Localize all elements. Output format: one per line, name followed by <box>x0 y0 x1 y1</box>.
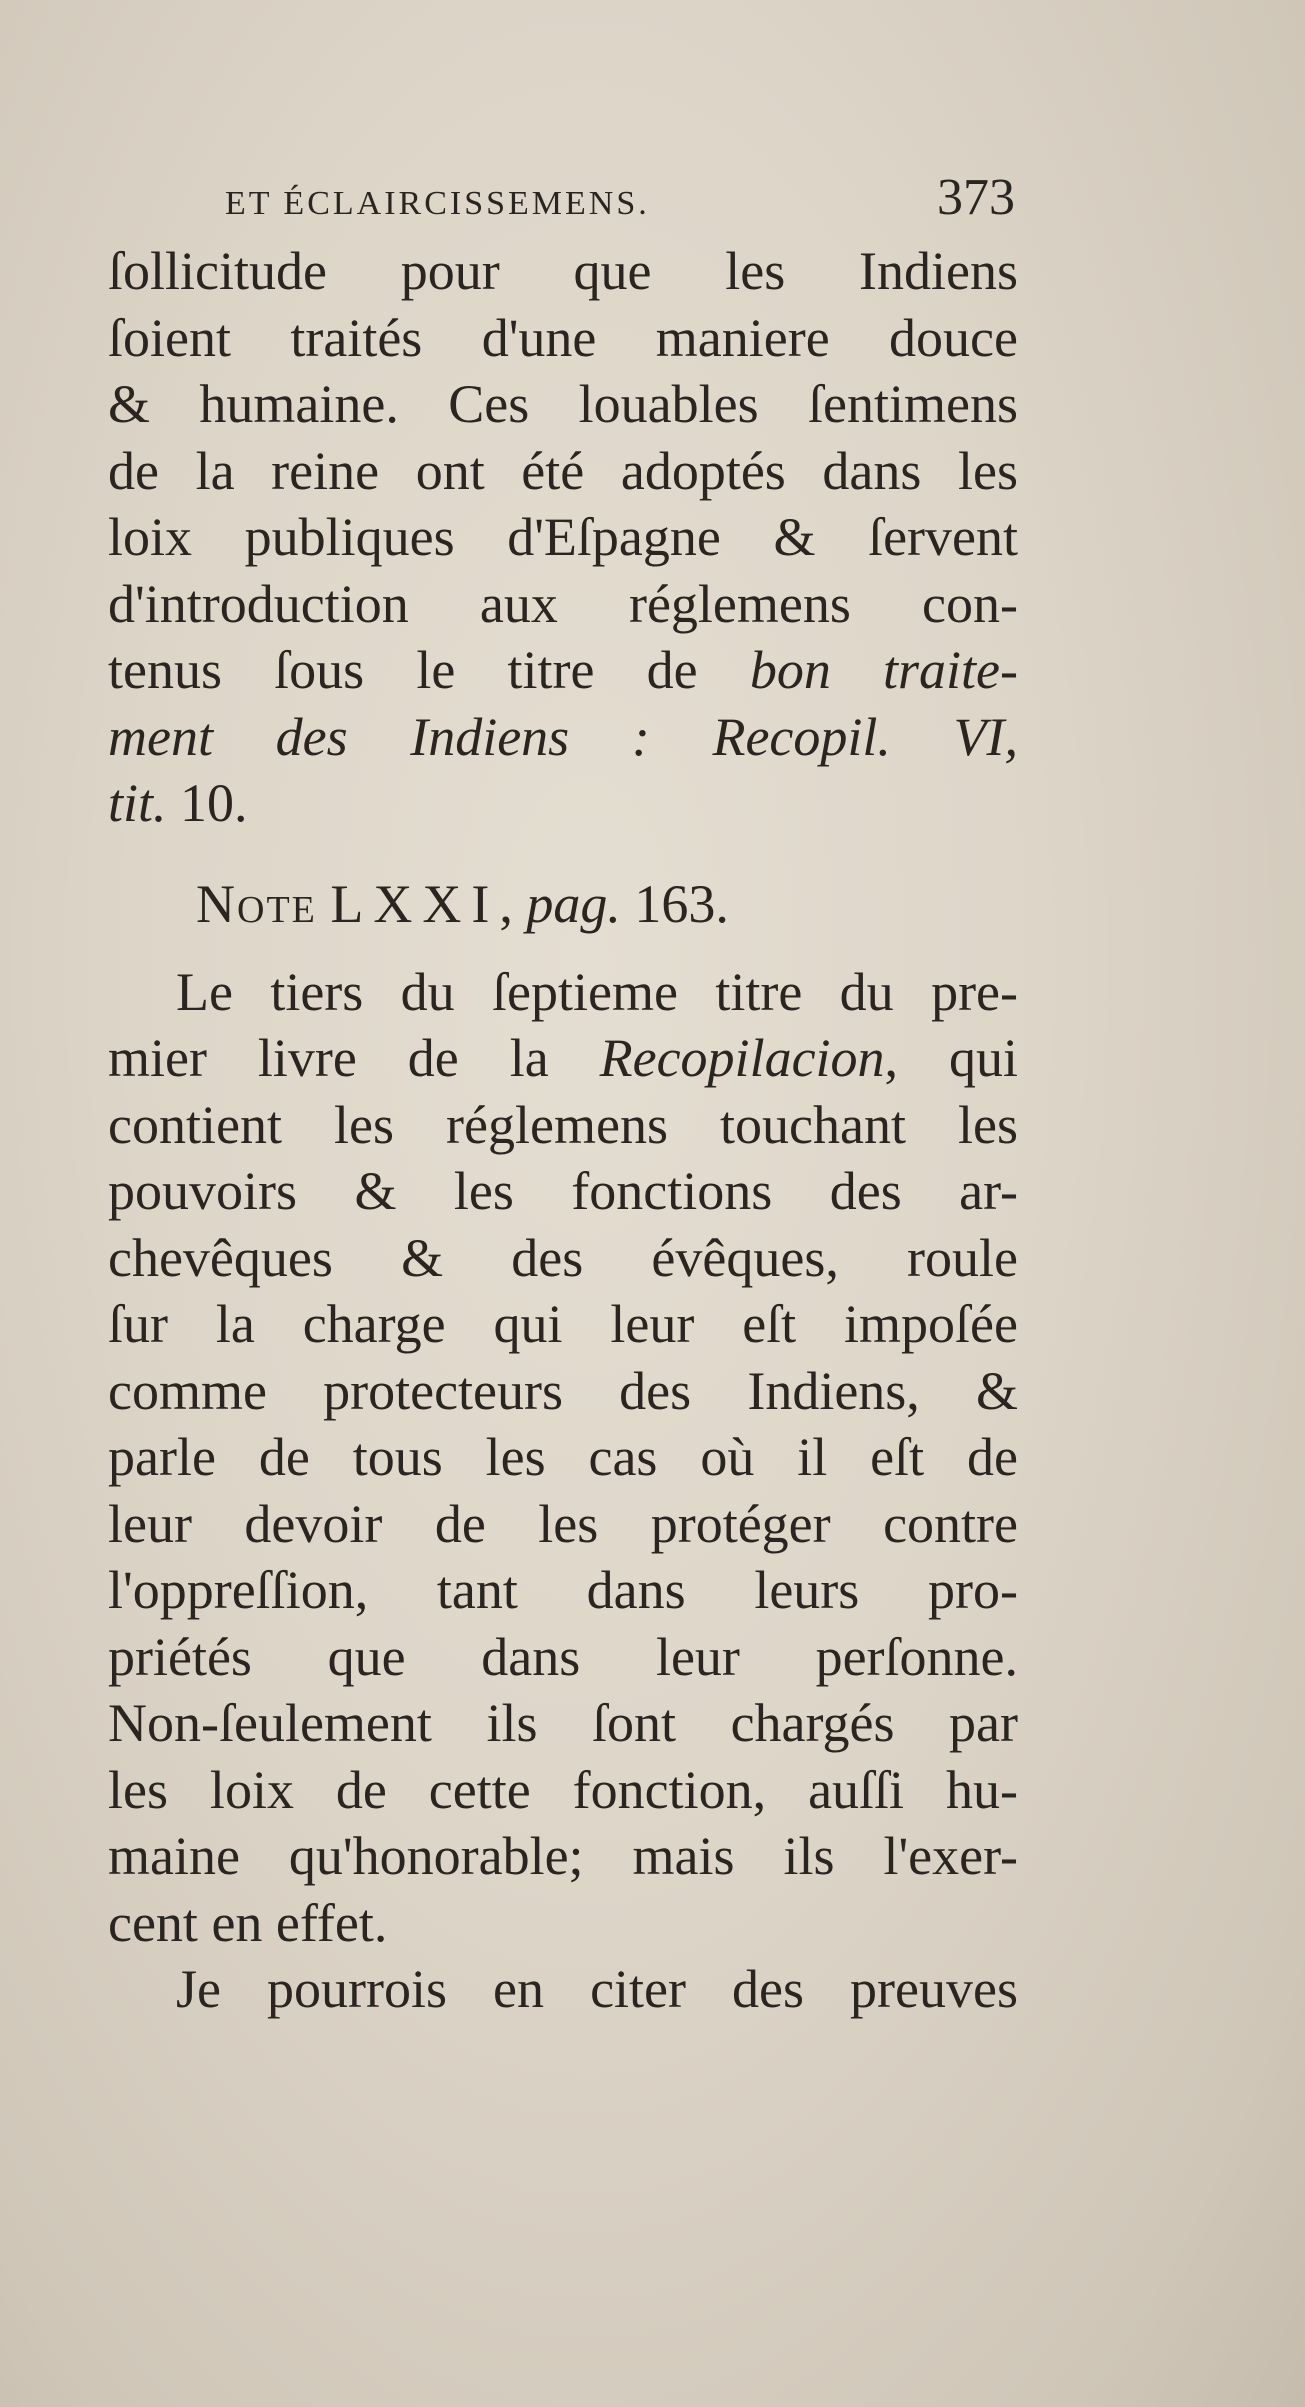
text-line: Le tiers du ſeptieme titre du pre- <box>176 961 1018 1022</box>
running-title: ET ÉCLAIRCISSEMENS. <box>225 185 650 222</box>
text-line: pouvoirs & les fonctions des ar- <box>108 1161 1018 1221</box>
text-line: de la reine ont été adoptés dans les <box>108 440 1018 501</box>
text-line: les loix de cette fonction, auſſi hu- <box>108 1759 1018 1820</box>
text-line: cent en effet. <box>108 1892 388 1953</box>
body-text <box>108 238 1018 2023</box>
text-line: ment des Indiens : Recopil. VI, <box>108 706 1018 767</box>
text-line <box>108 770 1018 837</box>
note-separator: , <box>499 873 527 934</box>
text-segment: 10. <box>166 773 248 833</box>
text-line: l'oppreſſion, tant dans leurs pro- <box>108 1560 1018 1620</box>
running-head <box>225 168 1015 228</box>
note-label: Note <box>196 873 317 934</box>
text-line: d'introduction aux réglemens con- <box>108 573 1018 634</box>
text-line: Je pourrois en citer des preuves <box>176 1959 1018 2019</box>
note-page-number: 163. <box>620 873 729 934</box>
paragraph-3 <box>108 1956 1018 2023</box>
text-line: leur devoir de les protéger contre <box>108 1493 1018 1554</box>
text-line: Non-ſeulement ils ſont chargés par <box>108 1693 1018 1753</box>
italic-segment: Recopilacion <box>599 1028 885 1088</box>
page-number: 373 <box>937 169 1015 226</box>
text-line <box>108 1025 1018 1092</box>
italic-segment: bon traite- <box>749 640 1018 700</box>
text-line: & humaine. Ces louables ſentimens <box>108 374 1018 434</box>
text-line: ſoient traités d'une maniere douce <box>108 307 1018 368</box>
text-line: parle de tous les cas où il eſt de <box>108 1427 1018 1487</box>
text-line: comme protecteurs des Indiens, & <box>108 1360 1018 1421</box>
text-line <box>108 637 1018 704</box>
text-segment: , qui <box>884 1028 1018 1088</box>
italic-segment: tit. <box>108 773 167 833</box>
note-numeral: LXXI <box>330 873 500 934</box>
text-segment: tenus ſous le titre de <box>108 640 750 700</box>
note-page-abbrev: pag. <box>526 873 621 934</box>
text-line: priétés que dans leur perſonne. <box>108 1626 1018 1687</box>
text-line: chevêques & des évêques, roule <box>108 1227 1018 1288</box>
text-line: contient les réglemens touchant les <box>108 1094 1018 1155</box>
text-line: ſollicitude pour que les Indiens <box>108 241 1018 301</box>
text-line: ſur la charge qui leur eſt impoſée <box>108 1294 1018 1354</box>
text-line: maine qu'honorable; mais ils l'exer- <box>108 1826 1018 1886</box>
paragraph-1 <box>108 238 1018 837</box>
text-segment: mier livre de la <box>108 1028 600 1088</box>
text-line: loix publiques d'Eſpagne & ſervent <box>108 507 1018 567</box>
paragraph-2 <box>108 959 1018 1957</box>
note-heading <box>108 849 1018 959</box>
